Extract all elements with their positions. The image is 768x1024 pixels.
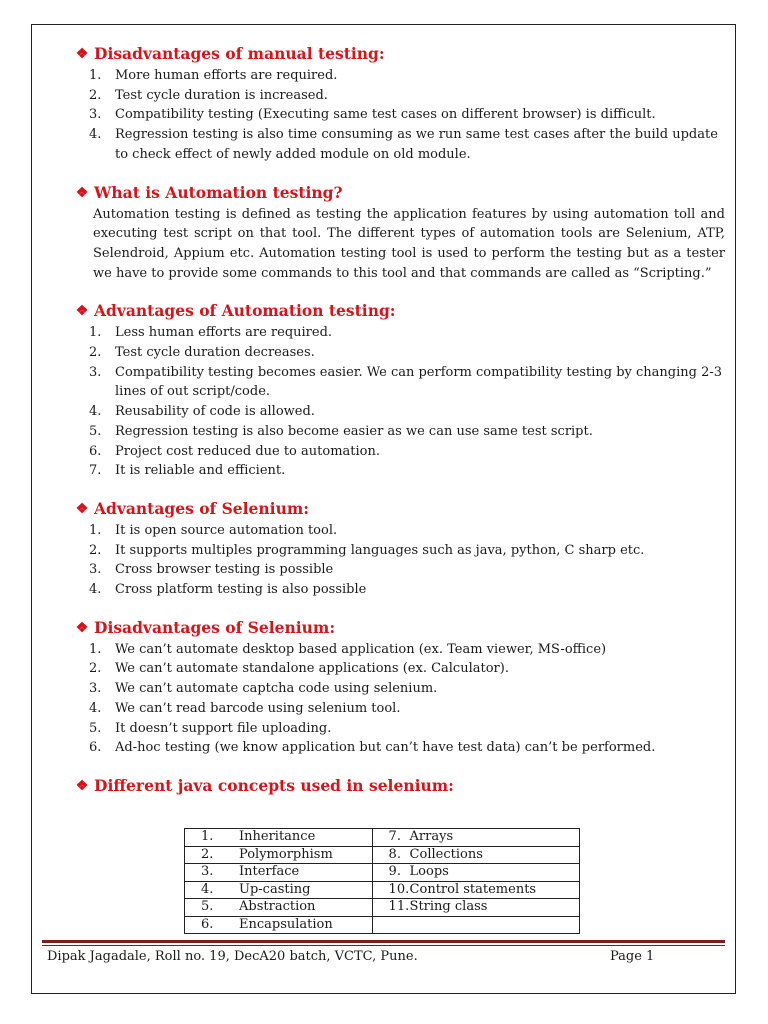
list-item: 5. It doesn’t support file uploading. — [89, 720, 332, 736]
table-row — [185, 916, 580, 934]
footer-author: Dipak Jagadale, Roll no. 19, DecA20 batch, VCTC, Pune. — [47, 949, 418, 964]
section-what-is-automation — [75, 181, 725, 284]
list-item: 3. We can’t automate captcha code using selenium. — [89, 681, 438, 697]
list-item: 2. We can’t automate standalone applications (ex. Calculator). — [89, 661, 509, 677]
list-item: 4. Cross platform testing is also possible — [89, 582, 367, 598]
list-item: 1. Less human efforts are required. — [89, 325, 333, 341]
section-heading — [75, 616, 725, 640]
diamond-bullet-icon: ❖ — [75, 500, 89, 517]
section-heading — [75, 299, 725, 323]
section-heading — [75, 42, 725, 66]
section-selenium-disadvantages — [75, 616, 725, 758]
section-selenium-advantages — [75, 497, 725, 600]
table-cell: 11.String class — [372, 899, 579, 917]
list-item: 2. Test cycle duration is increased. — [89, 87, 328, 103]
heading-text: Disadvantages of Selenium: — [94, 617, 336, 637]
section-heading — [75, 774, 725, 798]
numbered-list — [75, 66, 725, 165]
diamond-bullet-icon: ❖ — [75, 303, 89, 320]
table-cell: 1. Inheritance — [185, 829, 373, 847]
numbered-list — [75, 521, 725, 600]
diamond-bullet-icon: ❖ — [75, 777, 89, 794]
list-item: 3. Compatibility testing (Executing same test cases on different browser) is difficult. — [89, 107, 656, 123]
heading-text: Disadvantages of manual testing: — [94, 44, 385, 63]
heading-text: What is Automation testing? — [94, 182, 343, 202]
list-item: 7. It is reliable and efficient. — [89, 463, 286, 479]
java-concepts-table — [184, 828, 580, 934]
numbered-list — [75, 640, 725, 758]
list-item: 3. Cross browser testing is possible — [89, 562, 334, 578]
list-item: 6. Ad-hoc testing (we know application but can’t have test data) can’t be performed. — [89, 740, 656, 756]
table-cell: 6. Encapsulation — [185, 916, 373, 934]
list-item: 2. It supports multiples programming languages such as java, python, C sharp etc. — [89, 542, 645, 558]
section-automation-advantages — [75, 299, 725, 481]
list-item: 4. We can’t read barcode using selenium tool. — [89, 700, 401, 716]
list-item: 3. Compatibility testing becomes easier. We can perform compatibility testing by changing 2-3 lines of out script/code. — [89, 364, 723, 400]
diamond-bullet-icon: ❖ — [75, 184, 89, 201]
footer-page-number: Page 1 — [610, 949, 655, 964]
table-row — [185, 846, 580, 864]
footer-rule-thick — [42, 940, 725, 943]
table-cell — [372, 916, 579, 934]
table-cell: 4. Up-casting — [185, 881, 373, 899]
section-heading — [75, 181, 725, 205]
table-row — [185, 864, 580, 882]
diamond-bullet-icon: ❖ — [75, 46, 89, 62]
numbered-list — [75, 323, 725, 481]
list-item: 1. It is open source automation tool. — [89, 522, 338, 538]
list-item: 6. Project cost reduced due to automation. — [89, 443, 380, 459]
table-row — [185, 829, 580, 847]
list-item: 4. Reusability of code is allowed. — [89, 404, 315, 420]
section-manual-disadvantages — [75, 42, 725, 165]
list-item: 1. More human efforts are required. — [89, 68, 338, 83]
list-item: 5. Regression testing is also become easier as we can use same test script. — [89, 423, 593, 439]
heading-text: Advantages of Automation testing: — [94, 301, 396, 321]
table-row — [185, 899, 580, 917]
table-cell: 9. Loops — [372, 864, 579, 882]
heading-text: Advantages of Selenium: — [94, 498, 309, 518]
diamond-bullet-icon: ❖ — [75, 619, 89, 636]
footer-rule-thin — [42, 945, 725, 946]
table-cell: 8. Collections — [372, 846, 579, 864]
list-item: 1. We can’t automate desktop based application (ex. Team viewer, MS-office) — [89, 641, 607, 657]
list-item: 4. Regression testing is also time consuming as we run same test cases after the build update to check effect of newly added module on old module. — [89, 127, 718, 162]
list-item: 2. Test cycle duration decreases. — [89, 345, 315, 361]
heading-text: Different java concepts used in selenium: — [94, 775, 454, 795]
paragraph: Automation testing is defined as testing the application features by using automation toll and executing test script on that tool. The different types of automation tools are Selenium, ATP, Selendroid, Appium etc. Automation testing tool is used to perform the testing but as a tester we have to provide some commands to this tool and that commands are called as “Scripting.” — [93, 206, 725, 281]
document-body — [75, 42, 725, 814]
section-heading — [75, 497, 725, 521]
table-cell: 10.Control statements — [372, 881, 579, 899]
table-cell: 3. Interface — [185, 864, 373, 882]
table-cell: 7. Arrays — [372, 829, 579, 847]
table-cell: 2. Polymorphism — [185, 846, 373, 864]
table-row — [185, 881, 580, 899]
table-cell: 5. Abstraction — [185, 899, 373, 917]
section-java-concepts — [75, 774, 725, 798]
